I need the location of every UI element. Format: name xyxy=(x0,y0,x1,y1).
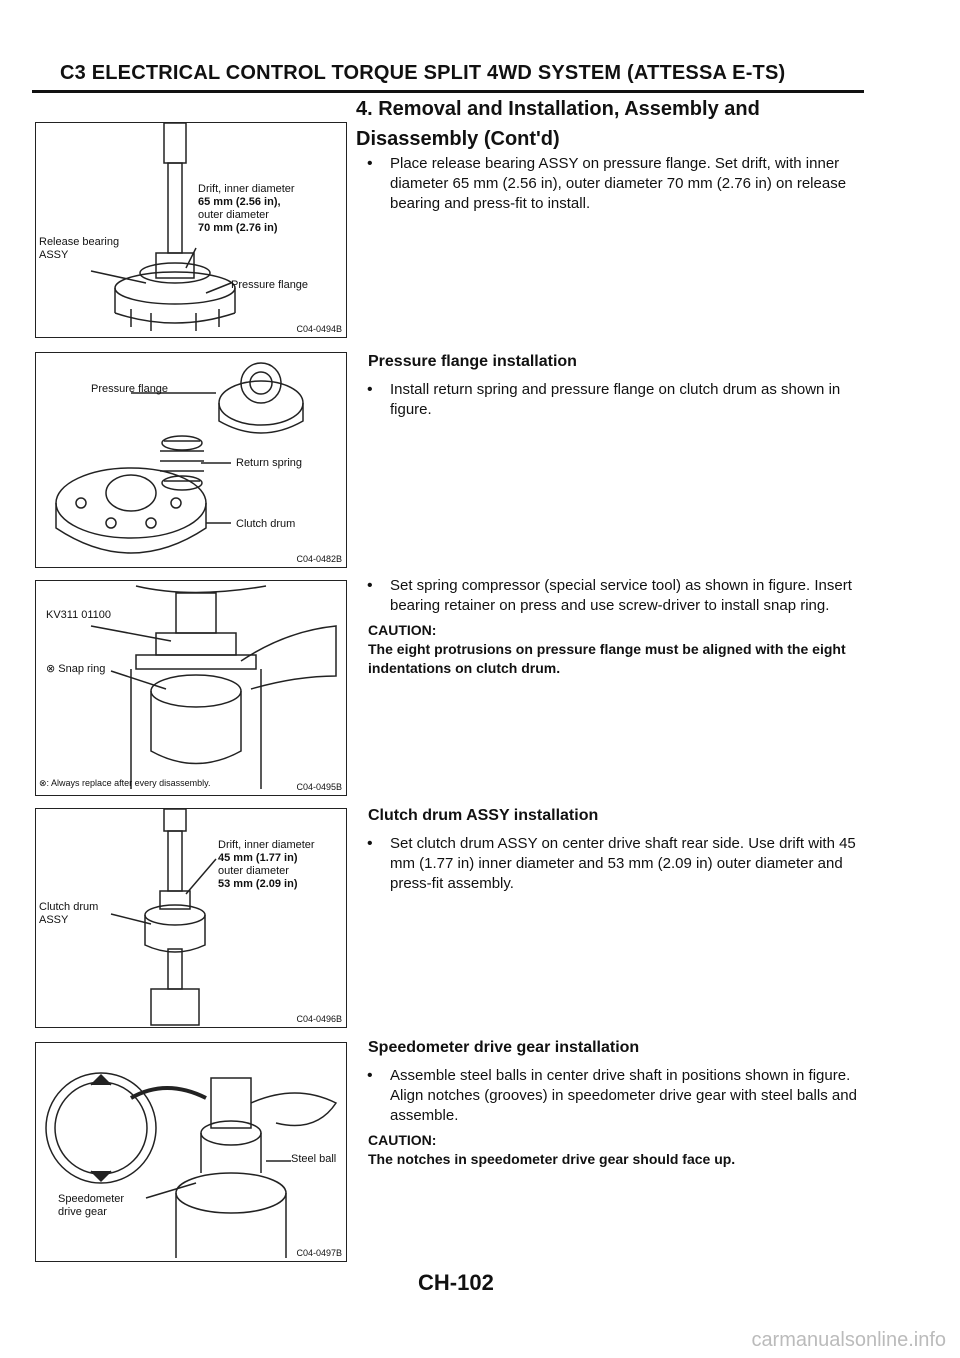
fig2-label-return-spring: Return spring xyxy=(236,457,303,469)
fig1-label-pressure-flange: Pressure flange xyxy=(231,279,309,291)
figure-clutch-drum xyxy=(35,808,347,1028)
instruction-block-pressure-flange xyxy=(348,352,868,420)
fig1-label-assy: ASSY xyxy=(39,249,69,261)
fig5-label-steel-ball: Steel ball xyxy=(291,1153,337,1165)
fig1-label-release-bearing: Release bearing xyxy=(39,236,120,248)
figure-pressure-flange xyxy=(35,352,347,568)
fig1-label-outer-value: 70 mm (2.76 in) xyxy=(198,222,278,234)
fig4-label-assy: ASSY xyxy=(39,914,69,926)
instruction-text: • Set clutch drum ASSY on center drive shaft rear side. Use drift with 45 mm (1.77 in) inner diameter and 53 mm (2.09 in) outer diameter and press-fit assembly. xyxy=(348,834,868,894)
block-title: Pressure flange installation xyxy=(368,353,577,370)
fig3-label-snap-ring: ⊗ Snap ring xyxy=(46,663,106,675)
fig5-label-speedometer: Speedometer xyxy=(58,1193,125,1205)
fig3-label-tool: KV311 01100 xyxy=(46,609,112,621)
fig4-label-inner: 45 mm (1.77 in) xyxy=(218,852,298,864)
fig3-label-note: ⊗: Always replace after every disassembly. xyxy=(39,778,211,788)
block-title: Speedometer drive gear installation xyxy=(368,1039,640,1056)
fig2-label-clutch-drum: Clutch drum xyxy=(236,518,296,530)
instruction-block-speedometer xyxy=(348,1038,868,1169)
figure-code: C04-0482B xyxy=(296,554,342,564)
figure-code: C04-0496B xyxy=(296,1014,342,1024)
instruction-block-snap-ring xyxy=(348,576,868,678)
instruction-block-clutch-drum xyxy=(348,806,868,894)
caution-text: The eight protrusions on pressure flange must be aligned with the eight indentations on clutch drum. xyxy=(368,641,846,676)
fig4-label-outer-value: 53 mm (2.09 in) xyxy=(218,878,298,890)
fig5-label-drive-gear: drive gear xyxy=(58,1206,107,1218)
speedometer-gear-illustration xyxy=(36,1043,346,1261)
figure-code: C04-0494B xyxy=(296,324,342,334)
instruction-text: • Assemble steel balls in center drive shaft in positions shown in figure. Align notches (grooves) in speedometer drive gear with steel balls and assemble. xyxy=(348,1066,868,1126)
fig4-label-clutch-drum: Clutch drum xyxy=(39,901,99,913)
figure-release-bearing xyxy=(35,122,347,338)
caution-text: The notches in speedometer drive gear should face up. xyxy=(368,1151,736,1167)
header-rule xyxy=(32,90,864,93)
instruction-text: • Install return spring and pressure flange on clutch drum as shown in figure. xyxy=(348,380,868,420)
figure-speedometer-gear xyxy=(35,1042,347,1262)
fig1-label-drift: Drift, inner diameter xyxy=(198,183,295,195)
section-heading: 4. Removal and Installation, Assembly and Disassembly (Cont'd) xyxy=(356,98,760,150)
figure-snap-ring xyxy=(35,580,347,796)
fig2-label-pressure-flange: Pressure flange xyxy=(91,383,169,395)
figure-code: C04-0495B xyxy=(296,782,342,792)
page-number: CH-102 xyxy=(418,1270,494,1295)
watermark-url[interactable]: carmanualsonline.info xyxy=(751,1329,946,1351)
caution-label: CAUTION: xyxy=(368,1132,437,1148)
fig4-label-outer: outer diameter xyxy=(218,865,289,877)
fig1-label-inner: 65 mm (2.56 in), xyxy=(198,196,281,208)
instruction-text: • Place release bearing ASSY on pressure flange. Set drift, with inner diameter 65 mm (2.56 in), outer diameter 70 mm (2.76 in) on release bearing and press-fit to install. xyxy=(348,154,868,214)
block-title: Clutch drum ASSY installation xyxy=(368,807,599,824)
instruction-block-release-bearing xyxy=(348,154,868,214)
fig1-label-outer: outer diameter xyxy=(198,209,269,221)
caution-label: CAUTION: xyxy=(368,622,437,638)
instruction-text: • Set spring compressor (special service tool) as shown in figure. Insert bearing retainer on press and use screw-driver to install snap ring. xyxy=(348,576,868,616)
release-bearing-illustration xyxy=(36,123,346,337)
fig4-label-drift: Drift, inner diameter xyxy=(218,839,315,851)
figure-code: C04-0497B xyxy=(296,1248,342,1258)
page-header-title: C3 ELECTRICAL CONTROL TORQUE SPLIT 4WD SYSTEM (ATTESSA E-TS) xyxy=(60,62,786,84)
